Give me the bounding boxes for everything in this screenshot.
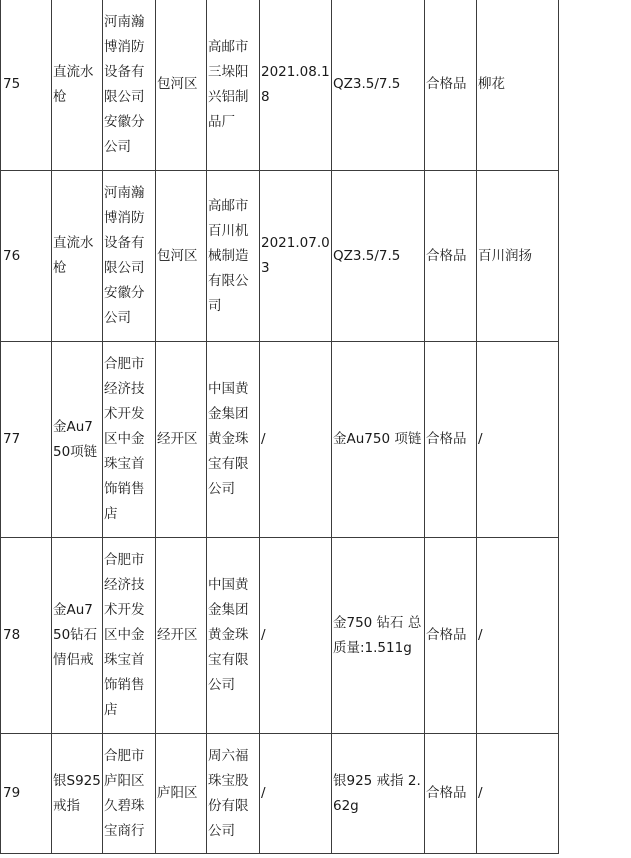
row-number: 76 bbox=[1, 171, 52, 342]
brand: / bbox=[477, 342, 559, 538]
manufacturer: 中国黄金集团黄金珠宝有限公司 bbox=[207, 538, 260, 734]
product-name: 金Au750钻石情侣戒 bbox=[52, 538, 103, 734]
seller-name: 河南瀚博消防设备有限公司安徽分公司 bbox=[103, 0, 156, 171]
inspection-result: 合格品 bbox=[425, 342, 477, 538]
brand: / bbox=[477, 538, 559, 734]
row-number: 75 bbox=[1, 0, 52, 171]
brand: / bbox=[477, 734, 559, 854]
table-row bbox=[1, 538, 559, 734]
district: 经开区 bbox=[156, 342, 207, 538]
manufacturer: 周六福珠宝股份有限公司 bbox=[207, 734, 260, 854]
production-date: / bbox=[260, 538, 332, 734]
product-name: 银S925戒指 bbox=[52, 734, 103, 854]
table-row bbox=[1, 342, 559, 538]
manufacturer: 高邮市三垛阳兴铝制品厂 bbox=[207, 0, 260, 171]
table-row bbox=[1, 171, 559, 342]
product-name: 直流水枪 bbox=[52, 0, 103, 171]
product-name: 直流水枪 bbox=[52, 171, 103, 342]
manufacturer: 中国黄金集团黄金珠宝有限公司 bbox=[207, 342, 260, 538]
specification: 金Au750 项链 bbox=[332, 342, 425, 538]
row-number: 79 bbox=[1, 734, 52, 854]
specification: QZ3.5/7.5 bbox=[332, 171, 425, 342]
seller-name: 合肥市经济技术开发区中金珠宝首饰销售店 bbox=[103, 342, 156, 538]
specification: 银925 戒指 2.62g bbox=[332, 734, 425, 854]
table-row bbox=[1, 0, 559, 171]
row-number: 78 bbox=[1, 538, 52, 734]
specification: 金750 钻石 总质量:1.511g bbox=[332, 538, 425, 734]
inspection-result: 合格品 bbox=[425, 171, 477, 342]
inspection-result: 合格品 bbox=[425, 538, 477, 734]
manufacturer: 高邮市百川机械制造有限公司 bbox=[207, 171, 260, 342]
district: 包河区 bbox=[156, 171, 207, 342]
production-date: 2021.07.03 bbox=[260, 171, 332, 342]
district: 经开区 bbox=[156, 538, 207, 734]
district: 庐阳区 bbox=[156, 734, 207, 854]
table-row bbox=[1, 734, 559, 854]
production-date: 2021.08.18 bbox=[260, 0, 332, 171]
production-date: / bbox=[260, 342, 332, 538]
brand: 柳花 bbox=[477, 0, 559, 171]
brand: 百川润扬 bbox=[477, 171, 559, 342]
seller-name: 河南瀚博消防设备有限公司安徽分公司 bbox=[103, 171, 156, 342]
seller-name: 合肥市庐阳区久碧珠宝商行 bbox=[103, 734, 156, 854]
row-number: 77 bbox=[1, 342, 52, 538]
specification: QZ3.5/7.5 bbox=[332, 0, 425, 171]
district: 包河区 bbox=[156, 0, 207, 171]
inspection-result: 合格品 bbox=[425, 0, 477, 171]
production-date: / bbox=[260, 734, 332, 854]
product-name: 金Au750项链 bbox=[52, 342, 103, 538]
inspection-result: 合格品 bbox=[425, 734, 477, 854]
seller-name: 合肥市经济技术开发区中金珠宝首饰销售店 bbox=[103, 538, 156, 734]
